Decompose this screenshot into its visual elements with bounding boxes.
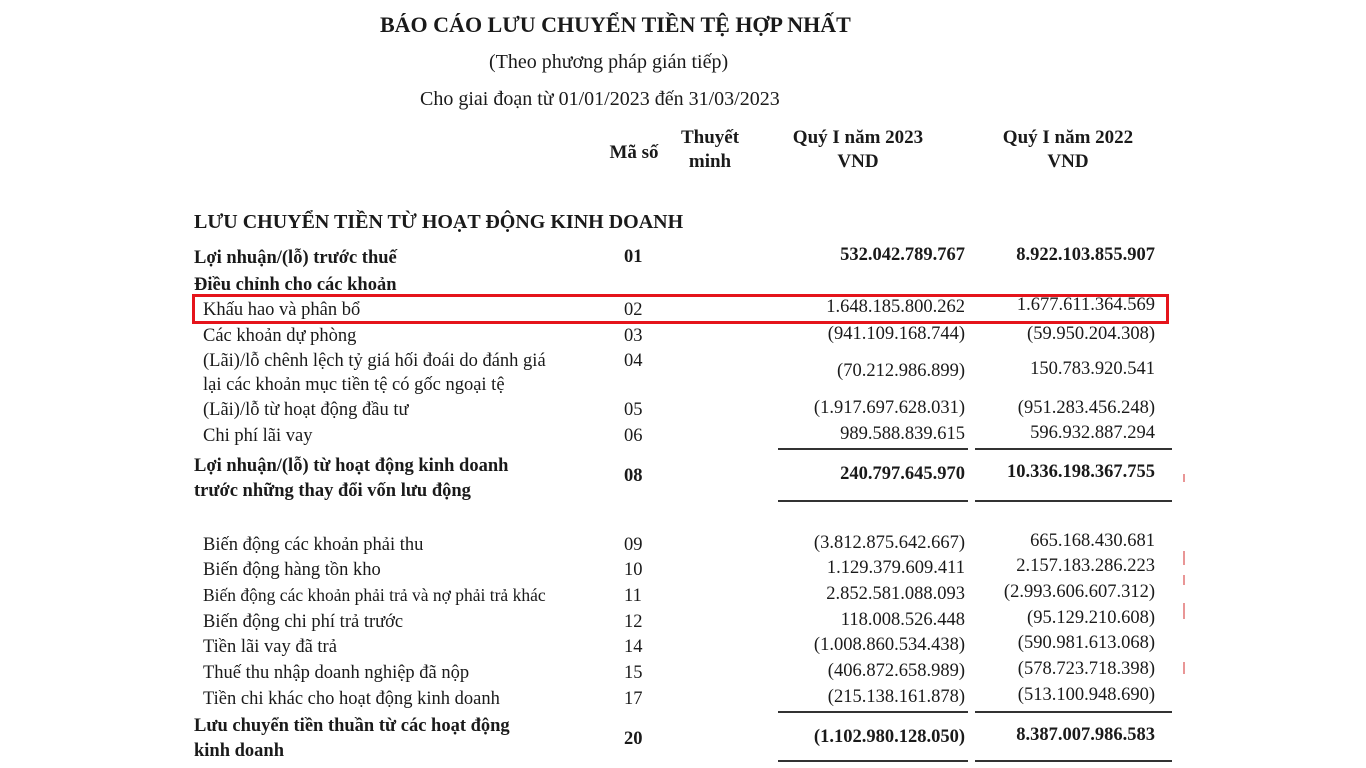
row-value-q2022: (951.283.456.248)	[1017, 398, 1155, 418]
row-value-q2022: 1.677.611.364.569	[1016, 295, 1155, 315]
row-code: 20	[624, 729, 643, 749]
row-label-line1: (Lãi)/lỗ chênh lệch tỷ giá hối đoái do đánh giá	[203, 351, 546, 371]
row-label: Thuế thu nhập doanh nghiệp đã nộp	[203, 663, 470, 683]
row-value-q2023: (1.102.980.128.050)	[813, 727, 965, 747]
margin-mark	[1183, 551, 1185, 565]
row-code: 12	[624, 612, 643, 632]
row-code: 04	[624, 351, 643, 371]
row-label-line2: kinh doanh	[194, 741, 284, 761]
row-value-q2023: 532.042.789.767	[840, 245, 965, 265]
row-label-line2: lại các khoản mục tiền tệ có gốc ngoại tệ	[203, 375, 505, 395]
column-header-note-line1: Thuyết	[680, 127, 740, 148]
column-header-note	[672, 126, 748, 174]
row-value-q2022: (590.981.613.068)	[1017, 633, 1155, 653]
row-value-q2023: 2.852.581.088.093	[826, 584, 965, 604]
column-header-q2022-line1: Quý I năm 2022	[1002, 127, 1134, 148]
subtotal-rule	[778, 448, 968, 450]
row-value-q2022: 665.168.430.681	[1030, 531, 1155, 551]
subtotal-rule	[975, 448, 1172, 450]
total-rule	[975, 760, 1172, 762]
row-value-q2023: 1.129.379.609.411	[826, 558, 965, 578]
report-title: BÁO CÁO LƯU CHUYỂN TIỀN TỆ HỢP NHẤT	[380, 12, 851, 37]
row-label: Tiền chi khác cho hoạt động kinh doanh	[203, 689, 500, 709]
row-value-q2023: (941.109.168.744)	[827, 324, 965, 344]
row-label-line1: Lưu chuyển tiền thuần từ các hoạt động	[194, 716, 510, 736]
row-label-line2: trước những thay đổi vốn lưu động	[194, 481, 471, 501]
column-header-q2023-line2: VND	[837, 150, 879, 172]
row-label: Biến động các khoản phải thu	[203, 535, 424, 555]
row-label: Biến động hàng tồn kho	[203, 560, 381, 580]
row-code: 06	[624, 426, 643, 446]
row-value-q2023: 1.648.185.800.262	[826, 297, 965, 317]
row-code: 17	[624, 689, 643, 709]
subtotal-rule	[778, 500, 968, 502]
column-header-q2023-line1: Quý I năm 2023	[792, 127, 924, 148]
row-code: 03	[624, 326, 643, 346]
row-label: Chi phí lãi vay	[203, 426, 313, 446]
row-code: 05	[624, 400, 643, 420]
row-label-line1: Lợi nhuận/(lỗ) từ hoạt động kinh doanh	[194, 456, 509, 476]
row-code: 09	[624, 535, 643, 555]
row-value-q2023: (1.917.697.628.031)	[813, 398, 965, 418]
row-value-q2022: 8.387.007.986.583	[1016, 725, 1155, 745]
row-value-q2023: (3.812.875.642.667)	[813, 533, 965, 553]
row-value-q2022: (513.100.948.690)	[1017, 685, 1155, 705]
margin-mark	[1183, 474, 1185, 482]
row-value-q2022: (95.129.210.608)	[1027, 608, 1155, 628]
row-value-q2023: (406.872.658.989)	[827, 661, 965, 681]
report-subtitle: (Theo phương pháp gián tiếp)	[489, 51, 729, 73]
row-code: 15	[624, 663, 643, 683]
row-code: 02	[624, 300, 643, 320]
margin-mark	[1183, 575, 1185, 585]
column-header-q2022-line2: VND	[1047, 150, 1089, 172]
subtotal-rule	[975, 500, 1172, 502]
highlight-box	[192, 294, 1169, 324]
row-value-q2023: (70.212.986.899)	[837, 361, 965, 381]
row-value-q2023: (1.008.860.534.438)	[813, 635, 965, 655]
column-header-q2023	[768, 126, 948, 174]
row-code: 01	[624, 247, 643, 267]
report-period: Cho giai đoạn từ 01/01/2023 đến 31/03/2023	[420, 88, 780, 110]
adjustments-heading: Điều chỉnh cho các khoản	[194, 275, 397, 295]
section-heading: LƯU CHUYỂN TIỀN TỪ HOẠT ĐỘNG KINH DOANH	[194, 211, 684, 233]
subtotal-rule	[778, 711, 968, 713]
row-value-q2022: 150.783.920.541	[1030, 359, 1155, 379]
column-header-q2022	[976, 126, 1160, 174]
row-value-q2022: 10.336.198.367.755	[1007, 462, 1155, 482]
row-label: Biến động chi phí trả trước	[203, 612, 404, 632]
column-header-note-line2: minh	[688, 150, 732, 172]
row-code: 08	[624, 466, 643, 486]
total-rule	[778, 760, 968, 762]
column-header-code: Mã số	[609, 142, 659, 163]
row-value-q2022: (59.950.204.308)	[1027, 324, 1155, 344]
row-value-q2022: (2.993.606.607.312)	[1003, 582, 1155, 602]
row-value-q2022: 596.932.887.294	[1030, 423, 1155, 443]
row-code: 11	[624, 586, 642, 606]
subtotal-rule	[975, 711, 1172, 713]
row-value-q2023: (215.138.161.878)	[827, 687, 965, 707]
row-code: 14	[624, 637, 643, 657]
row-value-q2023: 240.797.645.970	[840, 464, 965, 484]
row-value-q2022: 2.157.183.286.223	[1016, 556, 1155, 576]
row-label: Khấu hao và phân bổ	[203, 300, 361, 320]
row-value-q2022: (578.723.718.398)	[1017, 659, 1155, 679]
row-value-q2022: 8.922.103.855.907	[1016, 245, 1155, 265]
row-label: Biến động các khoản phải trả và nợ phải trả khác	[203, 585, 546, 605]
row-label: Lợi nhuận/(lỗ) trước thuế	[194, 248, 397, 268]
row-value-q2023: 989.588.839.615	[840, 424, 965, 444]
row-label: Tiền lãi vay đã trả	[203, 637, 337, 657]
row-value-q2023: 118.008.526.448	[840, 610, 965, 630]
margin-mark	[1183, 603, 1185, 619]
row-code: 10	[624, 560, 643, 580]
margin-mark	[1183, 662, 1185, 674]
row-label: (Lãi)/lỗ từ hoạt động đầu tư	[203, 400, 409, 420]
row-label: Các khoản dự phòng	[203, 326, 357, 346]
